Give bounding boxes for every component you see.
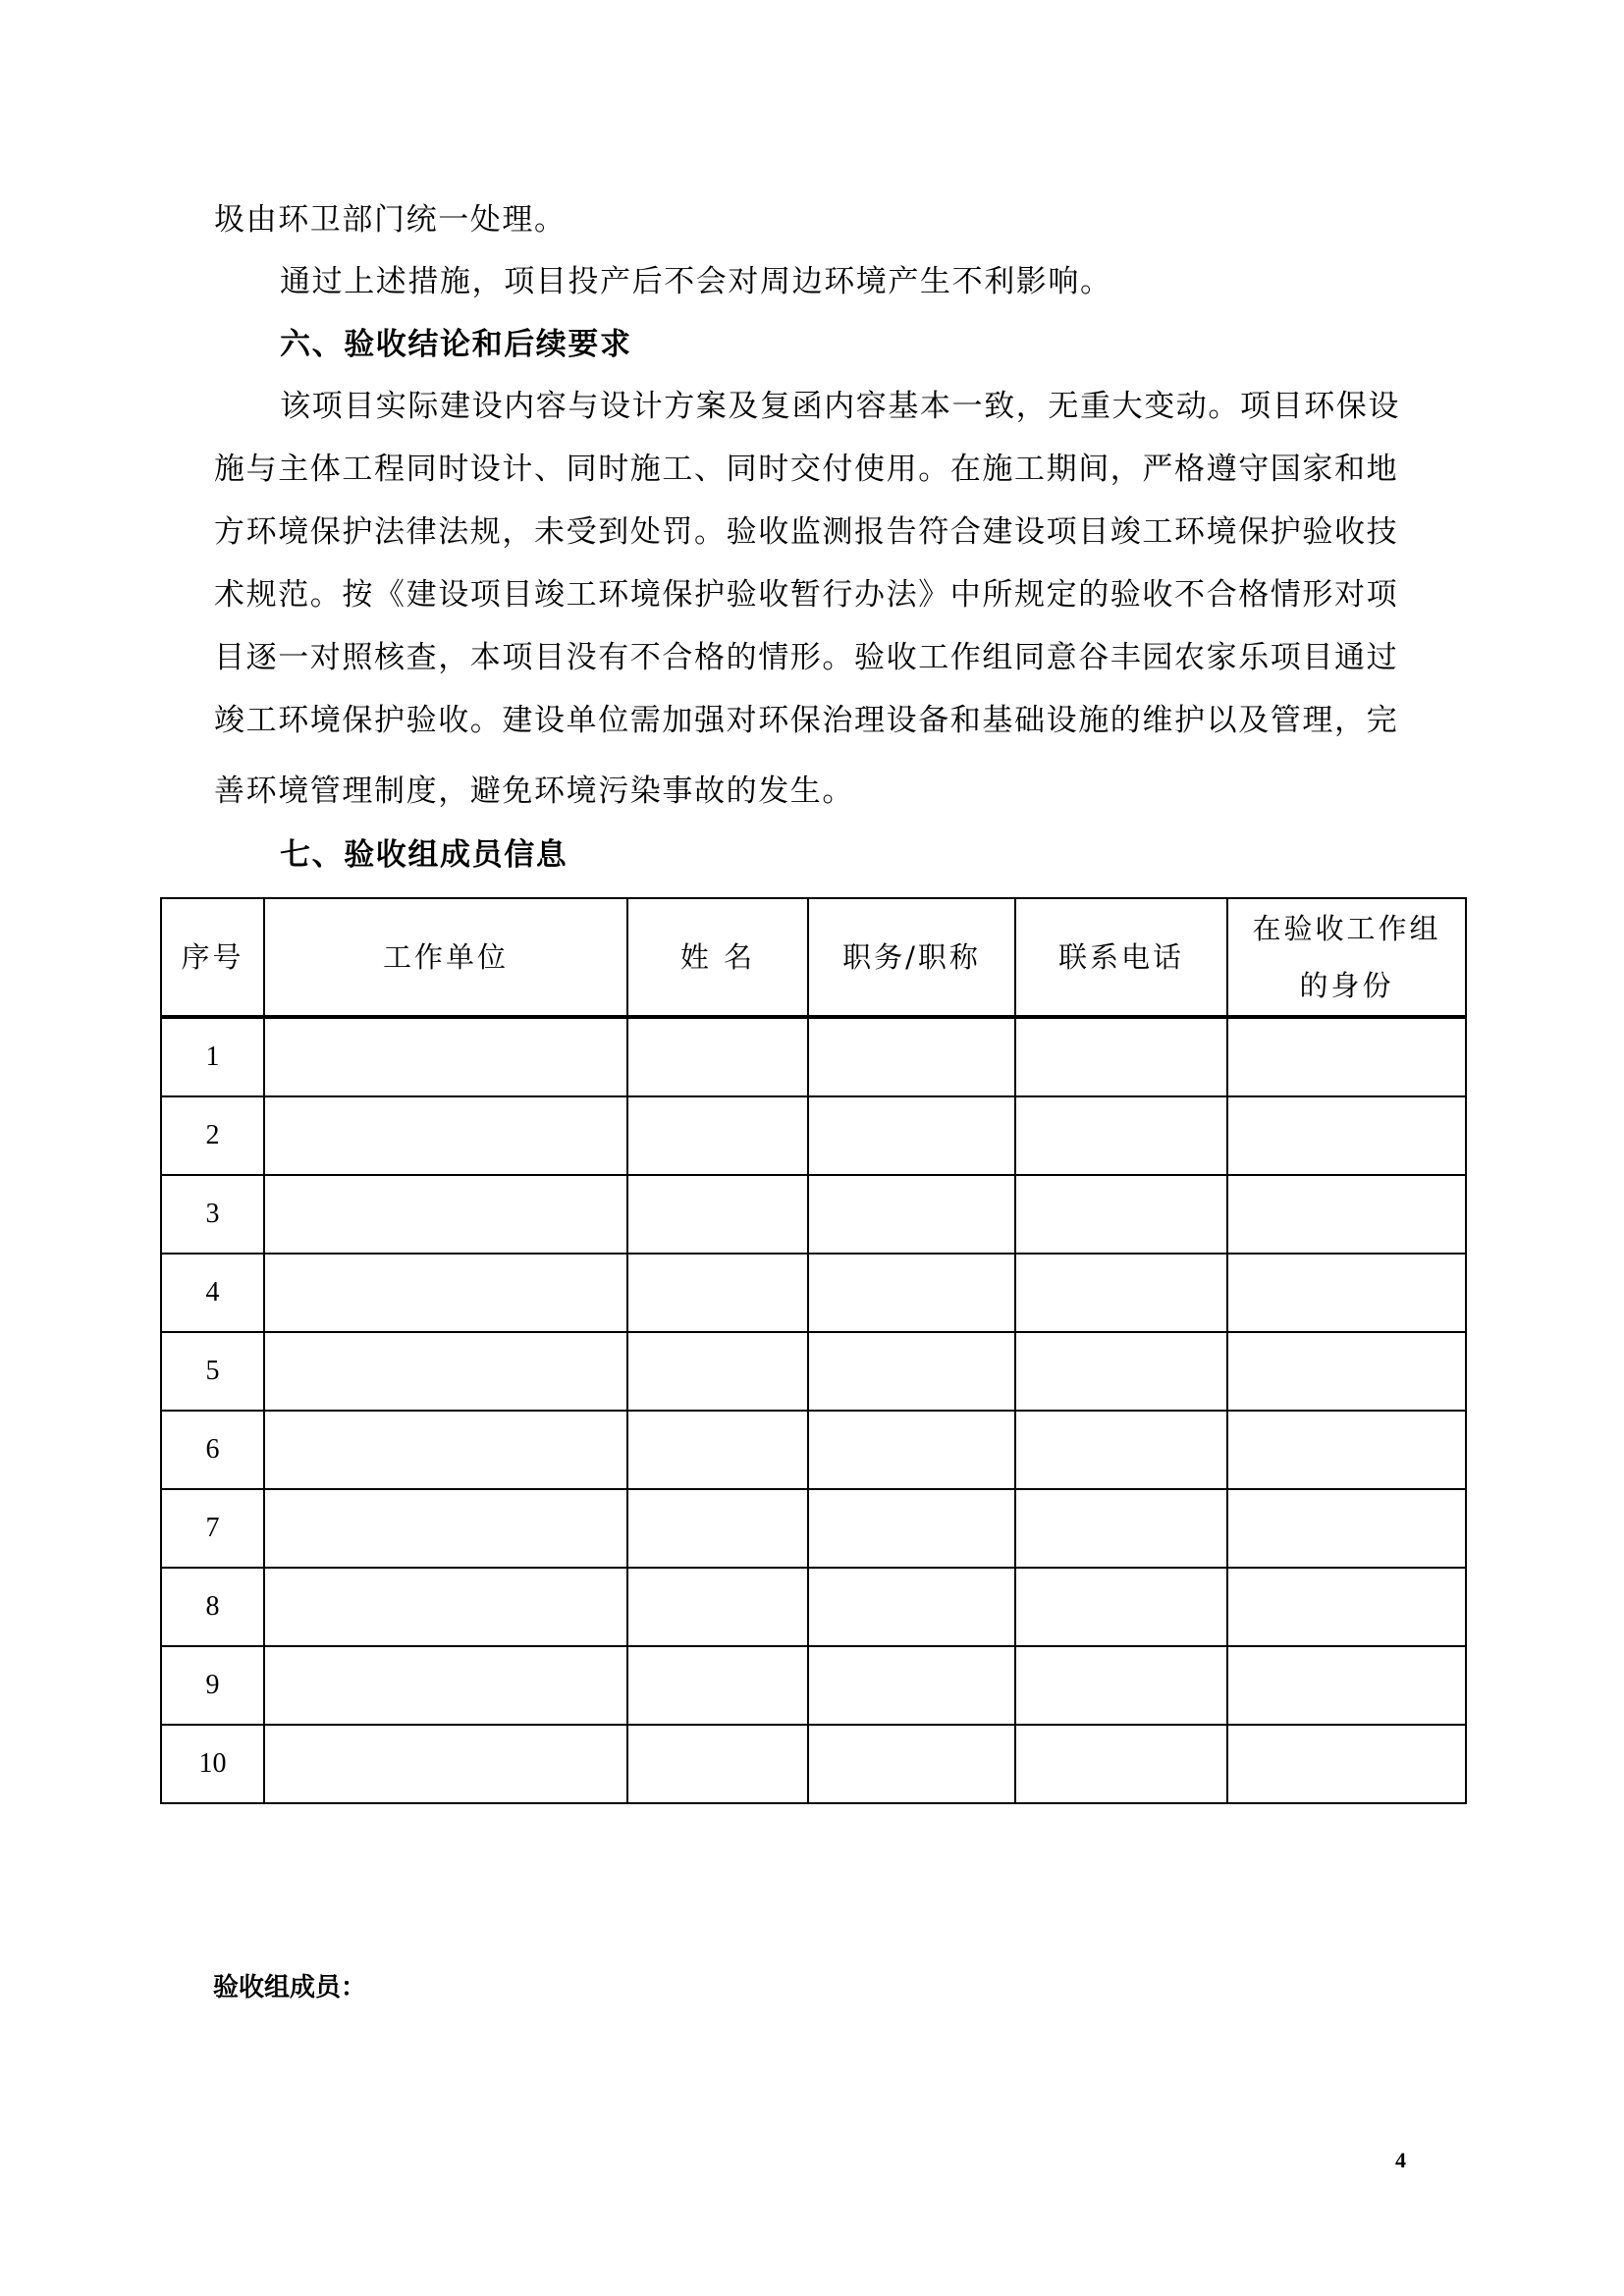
header-index: 序号 xyxy=(161,898,264,1017)
cell-role[interactable] xyxy=(1227,1568,1466,1646)
cell-unit[interactable] xyxy=(264,1175,627,1254)
cell-phone[interactable] xyxy=(1015,1568,1227,1646)
table-row xyxy=(161,1096,1466,1175)
table-row xyxy=(161,1725,1466,1803)
paragraph-line: 善环境管理制度，避免环境污染事故的发生。 xyxy=(214,774,854,809)
cell-title[interactable] xyxy=(808,1017,1015,1096)
table-row xyxy=(161,1568,1466,1646)
cell-name[interactable] xyxy=(627,1096,808,1175)
body-text-line: 圾由环卫部门统一处理。 xyxy=(214,202,567,238)
cell-no: 2 xyxy=(161,1096,264,1175)
table-row xyxy=(161,1489,1466,1568)
cell-unit[interactable] xyxy=(264,1411,627,1489)
acceptance-members-table xyxy=(160,897,1467,1804)
cell-title[interactable] xyxy=(808,1411,1015,1489)
section-heading-7: 七、验收组成员信息 xyxy=(280,837,568,873)
cell-unit[interactable] xyxy=(264,1568,627,1646)
header-name: 姓 名 xyxy=(627,898,808,1017)
table-row xyxy=(161,1254,1466,1332)
cell-unit[interactable] xyxy=(264,1254,627,1332)
cell-name[interactable] xyxy=(627,1568,808,1646)
cell-no: 5 xyxy=(161,1332,264,1411)
cell-name[interactable] xyxy=(627,1017,808,1096)
cell-phone[interactable] xyxy=(1015,1489,1227,1568)
cell-title[interactable] xyxy=(808,1568,1015,1646)
header-work-unit: 工作单位 xyxy=(264,898,627,1017)
cell-name[interactable] xyxy=(627,1411,808,1489)
cell-role[interactable] xyxy=(1227,1175,1466,1254)
paragraph-line: 方环境保护法律法规，未受到处罚。验收监测报告符合建设项目竣工环境保护验收技 xyxy=(214,514,1399,550)
cell-no: 6 xyxy=(161,1411,264,1489)
cell-unit[interactable] xyxy=(264,1646,627,1725)
header-position-title: 职务/职称 xyxy=(808,898,1015,1017)
cell-role[interactable] xyxy=(1227,1725,1466,1803)
cell-phone[interactable] xyxy=(1015,1646,1227,1725)
header-role-line1: 在验收工作组 xyxy=(1252,912,1441,945)
cell-role[interactable] xyxy=(1227,1489,1466,1568)
cell-phone[interactable] xyxy=(1015,1254,1227,1332)
table-row xyxy=(161,1411,1466,1489)
cell-role[interactable] xyxy=(1227,1646,1466,1725)
cell-name[interactable] xyxy=(627,1254,808,1332)
cell-title[interactable] xyxy=(808,1489,1015,1568)
body-text-line: 通过上述措施，项目投产后不会对周边环境产生不利影响。 xyxy=(280,264,1112,299)
cell-no: 8 xyxy=(161,1568,264,1646)
cell-phone[interactable] xyxy=(1015,1725,1227,1803)
section-heading-6: 六、验收结论和后续要求 xyxy=(280,327,632,362)
cell-name[interactable] xyxy=(627,1725,808,1803)
cell-phone[interactable] xyxy=(1015,1175,1227,1254)
cell-unit[interactable] xyxy=(264,1096,627,1175)
cell-name[interactable] xyxy=(627,1332,808,1411)
table-row xyxy=(161,1646,1466,1725)
cell-no: 3 xyxy=(161,1175,264,1254)
cell-title[interactable] xyxy=(808,1646,1015,1725)
cell-phone[interactable] xyxy=(1015,1096,1227,1175)
cell-unit[interactable] xyxy=(264,1489,627,1568)
cell-no: 4 xyxy=(161,1254,264,1332)
paragraph-line: 竣工环境保护验收。建设单位需加强对环保治理设备和基础设施的维护以及管理，完 xyxy=(214,703,1399,738)
cell-unit[interactable] xyxy=(264,1017,627,1096)
cell-name[interactable] xyxy=(627,1489,808,1568)
paragraph-line: 施与主体工程同时设计、同时施工、同时交付使用。在施工期间，严格遵守国家和地 xyxy=(214,452,1399,487)
table-row xyxy=(161,1175,1466,1254)
table-row xyxy=(161,1017,1466,1096)
cell-role[interactable] xyxy=(1227,1096,1466,1175)
cell-role[interactable] xyxy=(1227,1411,1466,1489)
table-header-row xyxy=(161,898,1466,1017)
cell-phone[interactable] xyxy=(1015,1411,1227,1489)
paragraph-line: 目逐一对照核查，本项目没有不合格的情形。验收工作组同意谷丰园农家乐项目通过 xyxy=(214,640,1399,675)
cell-no: 1 xyxy=(161,1017,264,1096)
cell-phone[interactable] xyxy=(1015,1332,1227,1411)
members-signature-label: 验收组成员： xyxy=(213,1973,367,2002)
header-role xyxy=(1227,898,1466,1017)
header-phone: 联系电话 xyxy=(1015,898,1227,1017)
cell-no: 10 xyxy=(161,1725,264,1803)
cell-title[interactable] xyxy=(808,1096,1015,1175)
cell-title[interactable] xyxy=(808,1332,1015,1411)
cell-name[interactable] xyxy=(627,1646,808,1725)
cell-unit[interactable] xyxy=(264,1332,627,1411)
cell-unit[interactable] xyxy=(264,1725,627,1803)
paragraph-line: 术规范。按《建设项目竣工环境保护验收暂行办法》中所规定的验收不合格情形对项 xyxy=(214,577,1399,613)
cell-no: 9 xyxy=(161,1646,264,1725)
cell-title[interactable] xyxy=(808,1175,1015,1254)
cell-no: 7 xyxy=(161,1489,264,1568)
cell-phone[interactable] xyxy=(1015,1017,1227,1096)
page-number: 4 xyxy=(1395,2148,1406,2172)
cell-name[interactable] xyxy=(627,1175,808,1254)
cell-title[interactable] xyxy=(808,1725,1015,1803)
paragraph-line: 该项目实际建设内容与设计方案及复函内容基本一致，无重大变动。项目环保设 xyxy=(280,389,1400,424)
table-row xyxy=(161,1332,1466,1411)
cell-role[interactable] xyxy=(1227,1254,1466,1332)
cell-role[interactable] xyxy=(1227,1017,1466,1096)
cell-title[interactable] xyxy=(808,1254,1015,1332)
header-role-line2: 的身份 xyxy=(1299,969,1394,1002)
cell-role[interactable] xyxy=(1227,1332,1466,1411)
